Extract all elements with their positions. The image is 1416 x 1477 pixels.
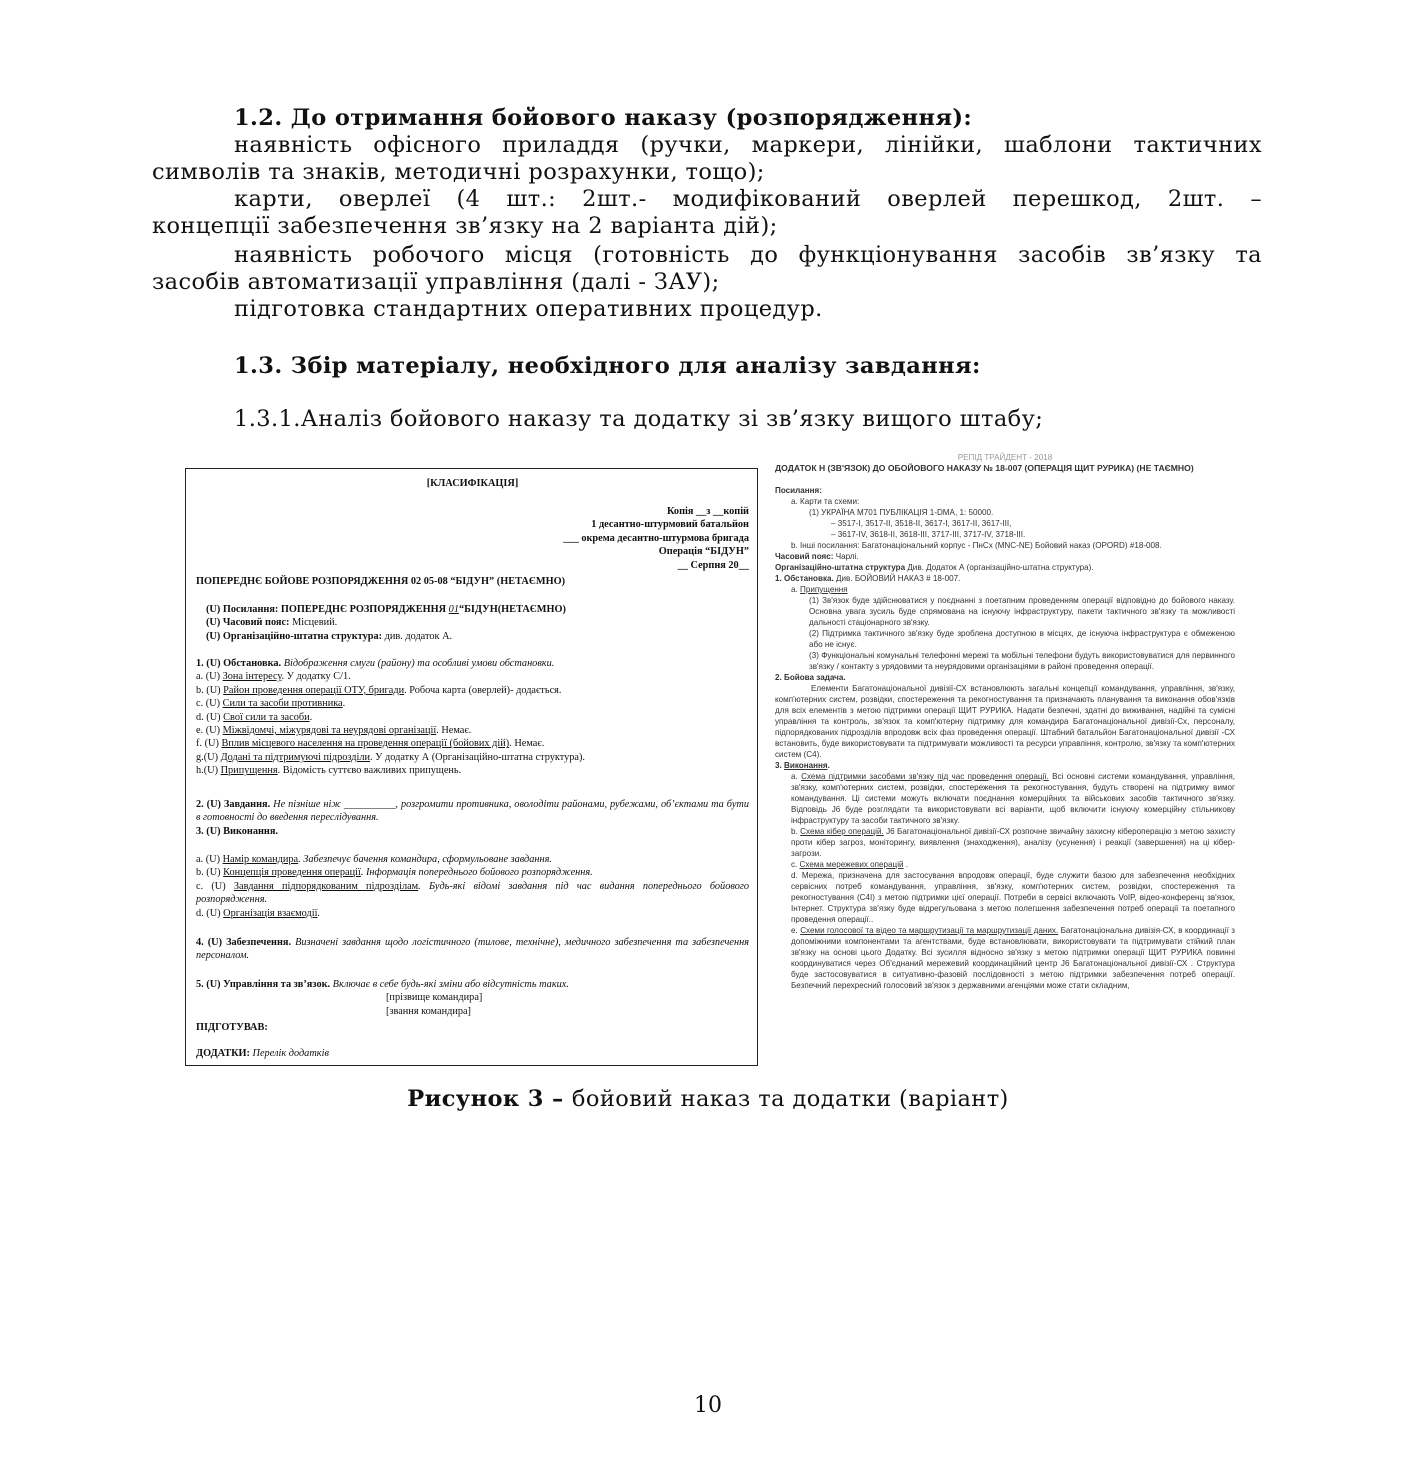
section-command-signal xyxy=(196,978,749,1018)
situation-items xyxy=(196,670,749,777)
reference-line xyxy=(206,630,749,643)
label: (U) Посилання: ПОПЕРЕДНЄ РОЗПОРЯДЖЕННЯ xyxy=(206,604,449,615)
text: Не пізніше ніж __________, розгромити противника, оволодіти районами, рубежами, об’єктами та бути в готовності до введення переслідування. xyxy=(196,799,749,824)
item-text: . Інформація попереднього бойового розпорядження. xyxy=(360,867,593,879)
commander-name: [прізвище командира] xyxy=(386,992,483,1004)
item-title: Додані та підтримуючі підрозділи xyxy=(220,751,371,763)
assumption-item: (2) Підтримка тактичного зв'язку буде зроблена доступною в місцях, де існуюча інфраструктура є обмеженою або не існує. xyxy=(809,629,1235,649)
item-number: b. (U) xyxy=(196,867,224,879)
order-title: ПОПЕРЕДНЄ БОЙОВЕ РОЗПОРЯДЖЕННЯ 02 05-08 “БІДУН” (НЕТАЄМНО) xyxy=(196,576,566,587)
text-line: підготовка стандартних оперативних процедур. xyxy=(234,296,823,322)
item-text: d. Мережа, призначена для застосування впродовж операції, буде служити базою для забезпечення необхідних сервісних потреб командування, управління, зв'язку, комп'ютерних систем, розвідки, спостереження та рекогностування (C4I) з метою підтримки цієї операції. Потреби в сервісі включають VoIP, відео-конференц зв'язок, Інтернет. Структура зв'язку буде відрегульована з метою полегшення забезпечення потреб операції та поетапного проведення операції.. xyxy=(791,871,1235,924)
execution-item xyxy=(196,853,749,866)
header-block xyxy=(196,505,749,572)
situation-item xyxy=(196,737,749,750)
mission-text: Елементи Багатонаціональної дивізії-СХ встановлюють загальні концепції командування, управління, зв'язку, комп'ютерних систем, розвідки, спостереження та рекогностування та призначають планування та виконання обов'язків для всіх елементів з метою підтримки операції ЩИТ РУРИКА. Надати безпечні, здатні до виживання, надійні та сумісні управління та контроль, зв'язок та комп'ютерну підтримку для командира Багатонаціональної дивізії-Сх, персоналу, підпорядкованих підрозділів впродовж всіх фаз проведення операції. Штабний батальйон Багатонаціональної дивізії -СХ встановить, буде використовувати та підтримувати можливості та ресурси управління, контролю, зв'язку та комп'ютерних систем (С4). xyxy=(775,684,1235,759)
execution-items xyxy=(196,853,749,920)
item-text: Багатонаціональна дивізія-СХ, в координації з допоміжними компонентами та агентствами, буде встановлювати, використовувати та підтримувати стійкий план зв'язку на основі цього Додатку. Всі зусилля відносно зв'язку з метою підтримки операції ЩИТ РУРИКА повинні координуватися через Об'єднаний мережевий координаційний центр J6 Багатонаціональної дивізії-СХ . Структура буде застосовуватися в ситуативно-фазовій послідовності з метою підтримки забезпечення потреб операції. Безпечний перехресний голосовий зв'язок з державними агенціями може стати складним, xyxy=(791,926,1236,990)
item-title: Концепція проведення операції xyxy=(223,867,361,879)
reference-line xyxy=(206,616,749,629)
item-text: . xyxy=(903,860,909,869)
figure-preliminary-order xyxy=(185,468,758,1066)
dot: . xyxy=(827,761,830,770)
assumptions: a. Припущення xyxy=(791,585,848,594)
text: Див. БОЙОВИЙ НАКАЗ # 18-007. xyxy=(833,574,961,583)
item-text: . Будь-які відомі завдання під час видання попереднього бойового розпорядження. xyxy=(196,880,750,906)
item-title: Завдання підпорядкованим підрозділам xyxy=(233,880,419,892)
assumption-items xyxy=(775,595,1235,672)
text-line: наявність робочого місця (готовність до функціонування засобів зв’язку та xyxy=(234,242,1262,268)
text: Перелік додатків xyxy=(252,1048,329,1059)
text-line: наявність офісного приладдя (ручки, маркери, лінійки, шаблони тактичних xyxy=(234,132,1262,158)
item-number: g.(U) xyxy=(196,751,221,763)
item-title: Свої сили та засоби xyxy=(223,711,310,723)
ref-number: 01 xyxy=(448,604,459,615)
time-zone xyxy=(775,551,1235,562)
attachments xyxy=(196,1047,749,1060)
item-text: Всі основні системи командування, управління, зв'язку, комп'ютерних систем, розвідки, спостереження та рекогностування, будуть створені на підтримку вимог командування. Ці системи можуть включати поєднання комерційних та військових засобів тактичного зв'язку. Відповідь J6 буде розглядати та використовувати всі варіанти, щоб включити існуючу комерційну стільникову інфраструктуру та засоби тактичного зв'язку. xyxy=(791,772,1235,825)
label: 1. Обстановка. xyxy=(775,574,834,583)
item-title: Вплив місцевого населення на проведення операції (бойових дій) xyxy=(221,738,510,750)
execution-item xyxy=(791,870,1235,925)
section-heading-1-3: 1.3. Збір матеріалу, необхідного для аналізу завдання: xyxy=(234,353,981,379)
item-text: . Немає. xyxy=(509,738,545,750)
doc-header: РЕПІД ТРАЙДЕНТ - 2018 xyxy=(957,453,1053,462)
item-text: . Немає. xyxy=(436,725,472,737)
label: Виконання xyxy=(784,761,828,770)
item-text: . xyxy=(317,907,321,919)
item-title: Намір командира xyxy=(222,854,299,865)
assumption-item: (1) Зв'язок буде здійснюватися у поєднанні з поетапним проведенням операції відповідно до бойового наказу. Основна увага зусиль буде спрямована на існуючу інфраструктуру, пакети тактичного зв'язку та можливості дальності стаціонарного зв'язку. xyxy=(809,596,1235,627)
text: Див. Додаток А (організаційно-штатна структура). xyxy=(905,563,1094,572)
header-line: Копія __з __копій xyxy=(666,506,749,517)
label: (U) Часовий пояс: xyxy=(206,617,293,629)
item-text: . Забезпечує бачення командира, сформульоване завдання. xyxy=(298,854,552,865)
item-number: a. (U) xyxy=(196,671,223,683)
caption-text: бойовий наказ та додатки (варіант) xyxy=(571,1086,1009,1112)
execution-item xyxy=(791,771,1235,826)
classification: [КЛАСИФІКАЦІЯ] xyxy=(426,478,519,489)
section-execution: 3. (U) Виконання. xyxy=(196,825,279,837)
situation-item xyxy=(196,697,749,710)
text: Відображення смуги (району) та особливі умови обстановки. xyxy=(283,658,555,669)
execution-item xyxy=(196,880,749,907)
figure-caption xyxy=(0,1086,1416,1112)
item-text: . xyxy=(309,711,313,723)
situation xyxy=(775,573,1235,584)
label: 5. (U) Управління та зв’язок. xyxy=(196,979,333,990)
text-line: карти, оверлеї (4 шт.: 2шт.- модифікований оверлей перешкод, 2шт. – xyxy=(234,186,1262,212)
label: ДОДАТКИ: xyxy=(196,1048,253,1059)
item-number: b. xyxy=(791,827,801,836)
label: (U) Організаційно-штатна структура: xyxy=(206,630,385,642)
execution-label xyxy=(775,760,1235,771)
item-number: c. (U) xyxy=(196,880,234,892)
label: Часовий пояс: xyxy=(775,552,834,561)
execution-item xyxy=(196,866,749,879)
execution-item xyxy=(791,859,1235,870)
situation-item xyxy=(196,751,749,764)
section-situation xyxy=(196,657,749,778)
map-list: – 3617-IV, 3618-II, 3618-III, 3717-III, 3717-IV, 3718-III. xyxy=(831,530,1026,539)
label: Припущення xyxy=(800,585,848,594)
situation-item xyxy=(196,764,749,777)
refs-a: a. Карти та схеми: xyxy=(791,497,860,506)
item-number: a. xyxy=(791,772,802,781)
text: “БІДУН(НЕТАЄМНО) xyxy=(458,604,566,615)
annex-title: ДОДАТОК Н (ЗВ'ЯЗОК) ДО ОБОЙОВОГО НАКАЗУ № 18-007 (ОПЕРАЦІЯ ЩИТ РУРИКА) (НЕ ТАЄМНО) xyxy=(775,463,1194,473)
item-title: Зона інтересу xyxy=(222,671,282,683)
label: 1. (U) Обстановка. xyxy=(196,658,284,669)
text-line: символів та знаків, методичні розрахунки, тощо); xyxy=(152,159,765,185)
refs-a1: (1) УКРАЇНА M701 ПУБЛІКАЦІЯ 1-DMA, 1: 50000. xyxy=(809,508,994,517)
references xyxy=(206,603,749,643)
num: 3. xyxy=(775,761,784,770)
item-title: Сили та засоби противника xyxy=(222,698,343,710)
item-text: . У додатку А (Організаційно-штатна структура). xyxy=(370,751,586,763)
header-line: 1 десантно-штурмовий батальйон xyxy=(591,519,749,531)
reference-line xyxy=(206,603,749,616)
commander-rank: [звання командира] xyxy=(386,1005,471,1017)
text-line: засобів автоматизації управління (далі - ЗАУ); xyxy=(152,269,720,295)
item-number: c. xyxy=(791,860,800,869)
item-text: J6 Багатонаціональної дивізії-СХ розпочне звичайну захисну кібероперацію з метою захисту проти кібер загроз, моніторингу, виявлення (знаходження), аналізу (усунення) і реакції (завершення) на ці кібер-загрози. xyxy=(791,827,1236,858)
text: Місцевий. xyxy=(292,617,338,629)
section-heading-1-2: 1.2. До отримання бойового наказу (розпорядження): xyxy=(234,105,973,131)
item-title: Схеми голосової та відео та маршрутизації та маршрутизації даних. xyxy=(800,926,1059,935)
situation-item xyxy=(196,684,749,697)
execution-item xyxy=(791,925,1235,991)
text-line: концепції забезпечення зв’язку на 2 варіанта дій); xyxy=(152,213,778,239)
label: 2. (U) Завдання. xyxy=(196,799,274,810)
item-text: . У додатку С/1. xyxy=(281,671,351,683)
header-line: __ Серпня 20__ xyxy=(677,559,749,571)
section-sustainment xyxy=(196,936,749,963)
assumption-item: (3) Функціональні комунальні телефонні мережі та мобільні телефони будуть використовуватися для первинного зв'язку / контакту з урядовими та неурядовими організаціями в районі проведення операції. xyxy=(809,651,1235,671)
item-number: e. xyxy=(791,926,801,935)
situation-item xyxy=(196,670,749,683)
page-number: 10 xyxy=(694,1393,722,1418)
situation-item xyxy=(196,711,749,724)
item-title: Схема підтримки засобами зв'язку під час проведення операції. xyxy=(801,772,1049,781)
item-number: d. (U) xyxy=(196,907,224,919)
situation-item xyxy=(196,724,749,737)
item-number: a. (U) xyxy=(196,854,223,865)
item-text: . Робоча карта (оверлей)- додається. xyxy=(404,684,562,696)
item-number: f. (U) xyxy=(196,738,222,750)
map-list: – 3517-I, 3517-II, 3518-II, 3617-I, 3617-II, 3617-III, xyxy=(831,519,1012,528)
item-text: . Відомість суттєво важливих припущень. xyxy=(277,765,462,777)
item-number: c. (U) xyxy=(196,698,223,710)
refs-label: Посилання: xyxy=(775,486,822,495)
section-mission xyxy=(196,798,749,838)
item-number: b. (U) xyxy=(196,684,224,696)
mission-label: 2. Бойова задача. xyxy=(775,673,846,682)
execution-items xyxy=(775,771,1235,991)
text: Визначені завдання щодо логістичного (тилове, технічне), медичного забезпечення та забезпечення персоналом. xyxy=(196,937,749,962)
text: Включає в себе будь-які зміни або відсутність таких. xyxy=(332,979,569,990)
execution-item xyxy=(196,907,749,920)
label: Організаційно-штатна структура xyxy=(775,563,906,572)
item-title: Міжвідомчі, міжурядові та неурядові організації xyxy=(222,725,437,737)
refs-b: b. Інші посилання: Багатонаціональний корпус - ПнСх (MNC-NE) Бойовий наказ (OPORD) #18-008. xyxy=(791,541,1162,550)
item-number: h.(U) xyxy=(196,765,221,777)
item-text: . xyxy=(342,698,346,710)
subsection-1-3-1: 1.3.1.Аналіз бойового наказу та додатку зі зв’язку вищого штабу; xyxy=(234,406,1044,432)
item-title: Район проведення операції ОТУ, бригади xyxy=(223,684,405,696)
caption-label: Рисунок 3 – xyxy=(407,1086,572,1112)
item-number: e. (U) xyxy=(196,725,223,737)
text: див. додаток А. xyxy=(384,630,453,642)
prepared-by: ПІДГОТУВАВ: xyxy=(196,1022,268,1033)
execution-item xyxy=(791,826,1235,859)
header-line: Операція “БІДУН” xyxy=(658,546,749,558)
item-title: Припущення xyxy=(220,765,278,777)
label: 4. (U) Забезпечення. xyxy=(196,937,296,948)
org-structure xyxy=(775,562,1235,573)
text: Чарлі. xyxy=(833,552,859,561)
header-line: ___ окрема десантно-штурмова бригада xyxy=(563,532,749,544)
item-title: Схема кібер операцій. xyxy=(800,827,884,836)
figure-annex-h xyxy=(775,452,1235,1064)
item-title: Схема мережевих операцій xyxy=(799,860,904,869)
item-number: d. (U) xyxy=(196,711,224,723)
item-title: Організація взаємодії xyxy=(223,907,318,919)
